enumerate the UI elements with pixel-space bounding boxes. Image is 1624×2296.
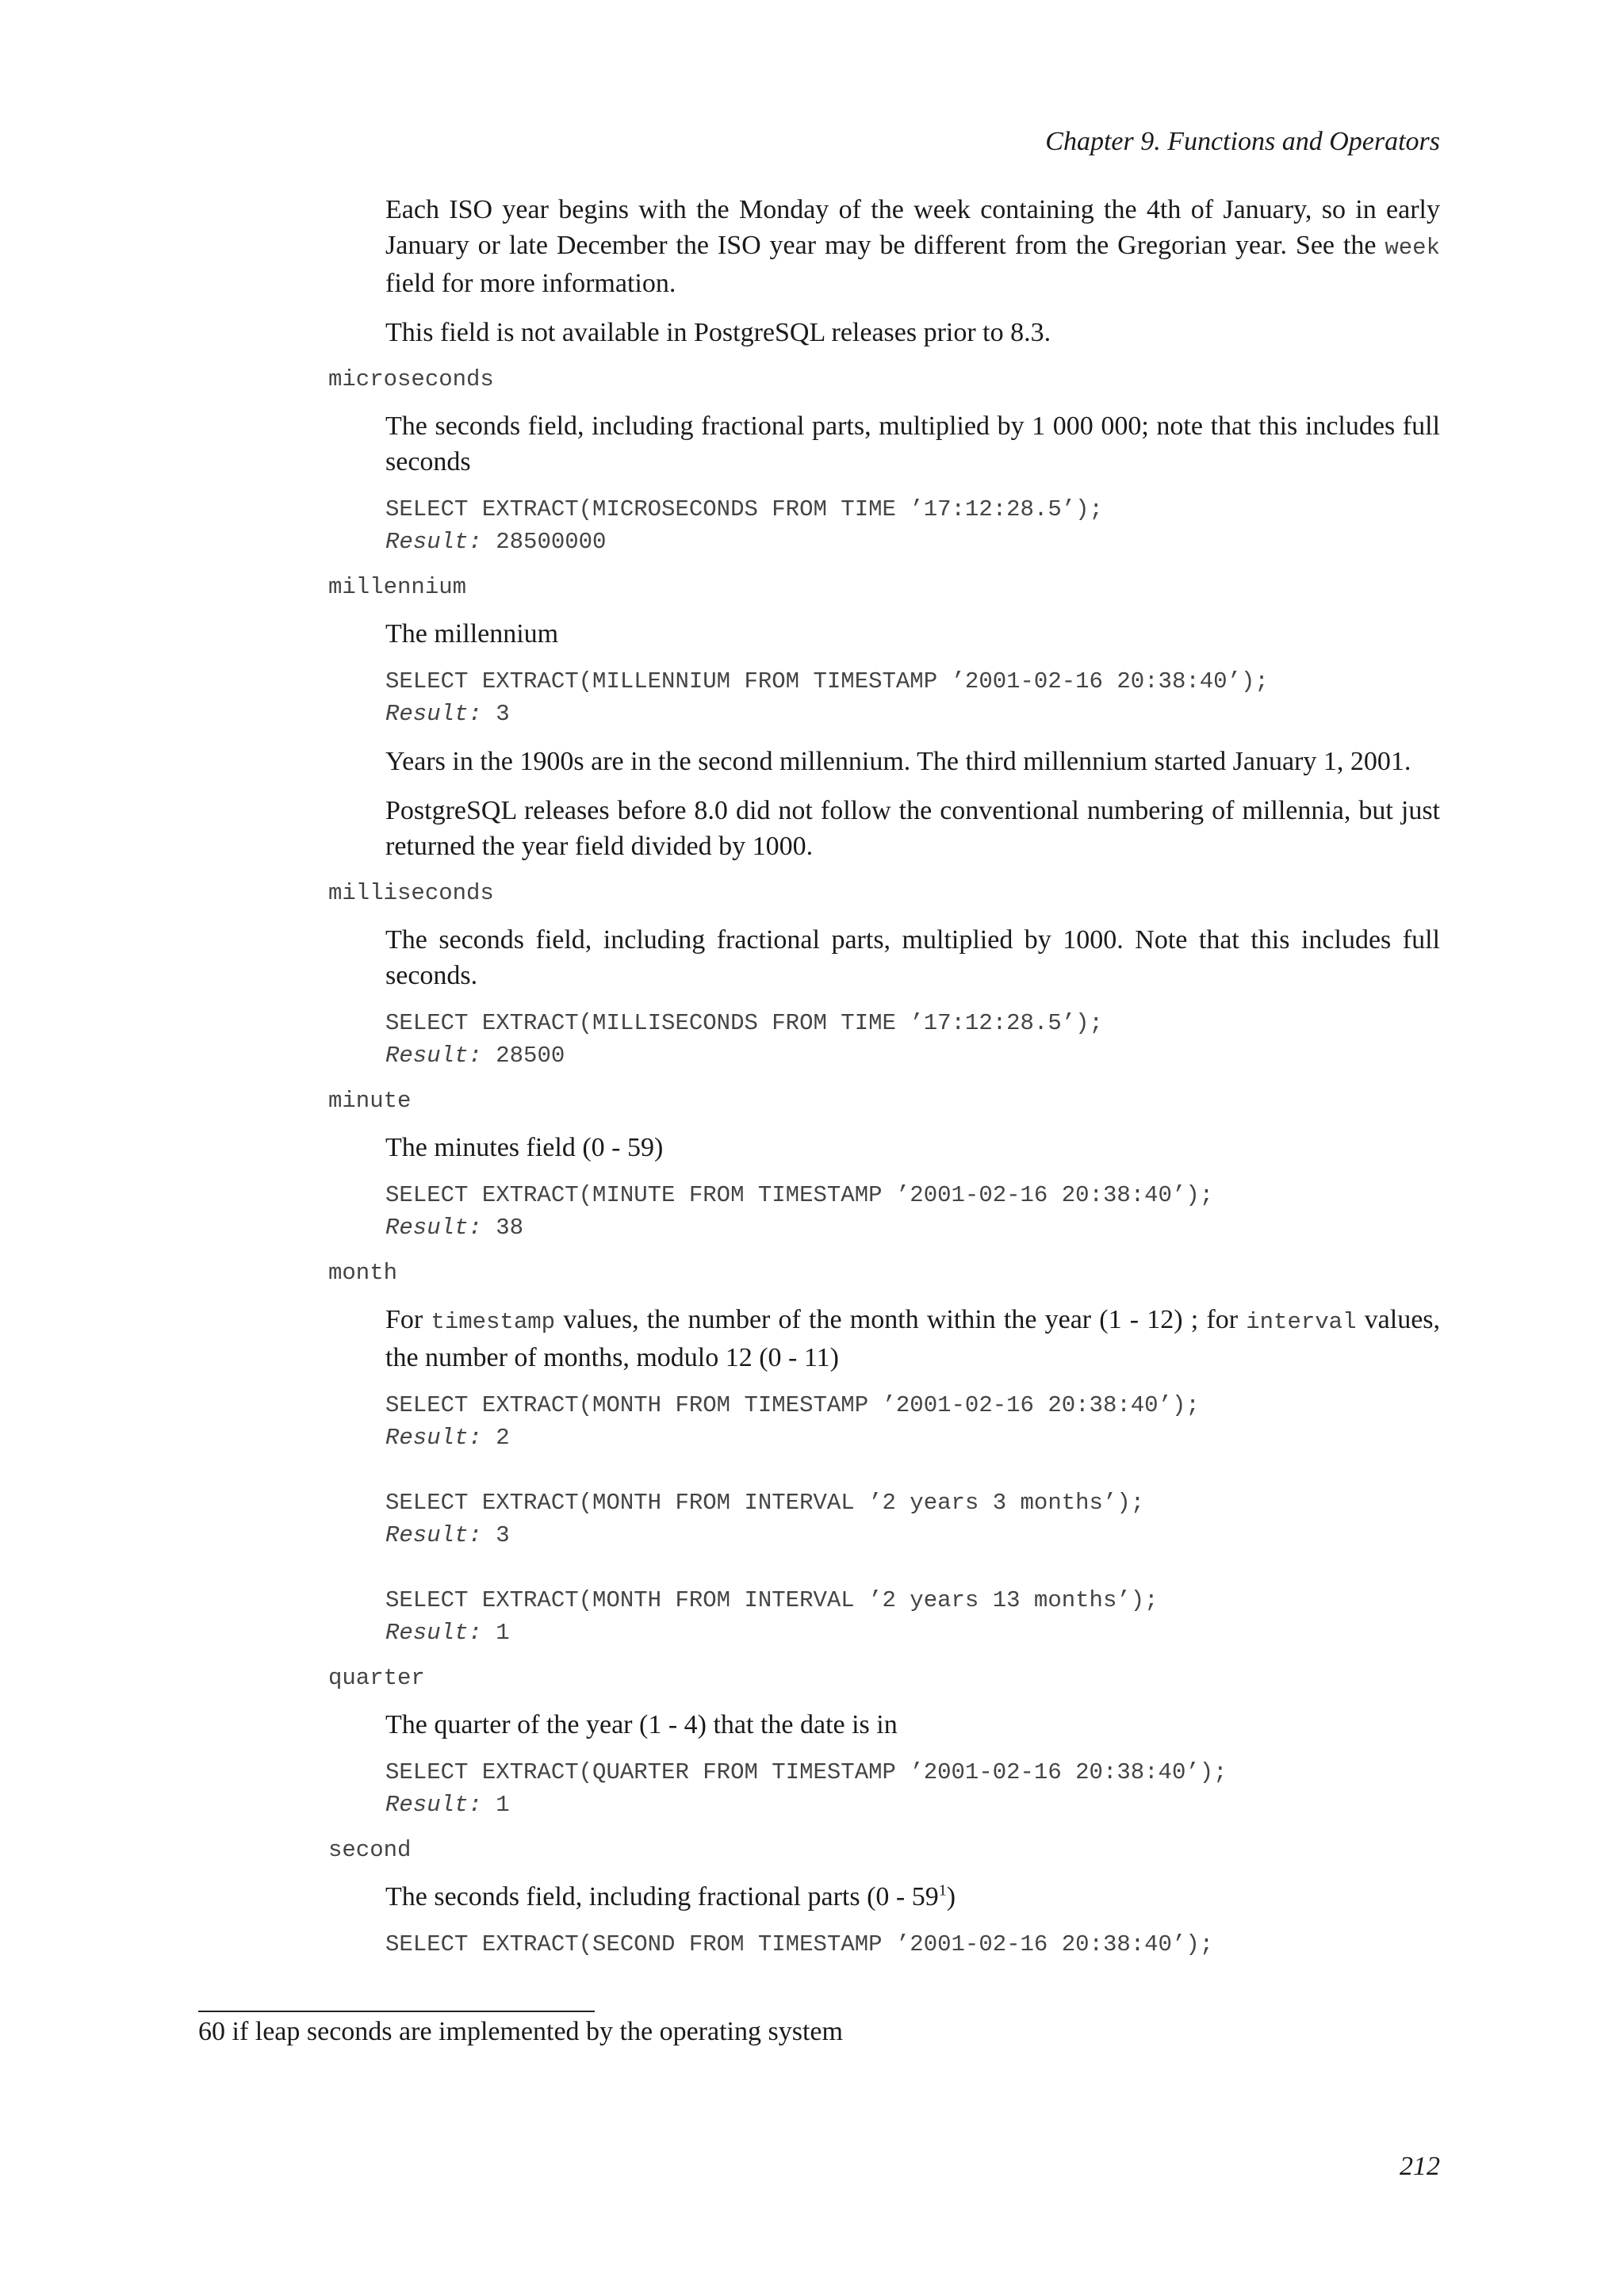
term-milliseconds: milliseconds <box>328 880 494 906</box>
text-span: The seconds field, including fractional parts (0 - 59 <box>385 1882 939 1911</box>
text-span: values, the number of the month within the year (1 - 12) ; for <box>555 1305 1247 1334</box>
second-example <box>385 1928 1440 1961</box>
term-second: second <box>328 1837 412 1863</box>
footnote-marker[interactable]: 1 <box>938 1881 947 1900</box>
result-value: 2 <box>481 1425 510 1451</box>
result-value: 28500000 <box>481 529 607 555</box>
microseconds-example <box>385 493 1440 558</box>
code-line: SELECT EXTRACT(MONTH FROM INTERVAL ’2 years 3 months’); <box>385 1490 1145 1516</box>
milliseconds-description: The seconds field, including fractional parts, multiplied by 1000. Note that this includes full seconds. <box>385 925 1440 990</box>
term-minute: minute <box>328 1088 412 1114</box>
inline-code: week <box>1385 235 1440 261</box>
term-month: month <box>328 1260 398 1286</box>
millennium-example <box>385 665 1440 730</box>
quarter-description: The quarter of the year (1 - 4) that the date is in <box>385 1710 898 1739</box>
result-label: Result: <box>385 1620 482 1646</box>
code-line: SELECT EXTRACT(QUARTER FROM TIMESTAMP ’2001-02-16 20:38:40’); <box>385 1759 1228 1785</box>
inline-code: interval <box>1246 1309 1357 1335</box>
result-label: Result: <box>385 1792 482 1818</box>
page-content <box>328 192 1440 1974</box>
result-label: Result: <box>385 529 482 555</box>
isoyear-note: This field is not available in PostgreSQL releases prior to 8.3. <box>385 318 1051 347</box>
result-value: 38 <box>481 1215 524 1241</box>
code-line: SELECT EXTRACT(MONTH FROM INTERVAL ’2 years 13 months’); <box>385 1587 1159 1613</box>
result-value: 1 <box>481 1620 510 1646</box>
code-line: SELECT EXTRACT(MICROSECONDS FROM TIME ’17:12:28.5’); <box>385 496 1103 522</box>
quarter-example <box>385 1756 1440 1821</box>
minute-example <box>385 1179 1440 1244</box>
text-span: Each ISO year begins with the Monday of the week containing the 4th of January, so in early January or late December the ISO year may be different from the Gregorian year. See the <box>385 195 1440 260</box>
result-value: 1 <box>481 1792 510 1818</box>
result-value: 3 <box>481 701 510 727</box>
footnote-divider <box>198 2011 595 2012</box>
text-span: field for more information. <box>385 269 676 298</box>
term-millennium: millennium <box>328 574 467 600</box>
isoyear-paragraph <box>385 192 1440 301</box>
page-number: 212 <box>1400 2152 1440 2181</box>
result-label: Result: <box>385 1425 482 1451</box>
code-line: SELECT EXTRACT(MILLISECONDS FROM TIME ’17:12:28.5’); <box>385 1010 1103 1036</box>
month-description <box>385 1302 1440 1376</box>
microseconds-description: The seconds field, including fractional parts, multiplied by 1 000 000; note that this includes full seconds <box>385 411 1440 476</box>
result-label: Result: <box>385 1522 482 1548</box>
code-line: SELECT EXTRACT(SECOND FROM TIMESTAMP ’2001-02-16 20:38:40’); <box>385 1931 1214 1957</box>
result-label: Result: <box>385 1215 482 1241</box>
inline-code: timestamp <box>431 1309 556 1335</box>
minute-description: The minutes field (0 - 59) <box>385 1133 664 1162</box>
code-line: SELECT EXTRACT(MONTH FROM TIMESTAMP ’2001-02-16 20:38:40’); <box>385 1392 1200 1418</box>
code-line: SELECT EXTRACT(MILLENNIUM FROM TIMESTAMP ’2001-02-16 20:38:40’); <box>385 668 1269 695</box>
second-description <box>385 1879 1440 1915</box>
millennium-note-1: Years in the 1900s are in the second millennium. The third millennium started January 1, 2001. <box>385 747 1411 776</box>
result-value: 28500 <box>481 1043 565 1069</box>
running-header: Chapter 9. Functions and Operators <box>1045 127 1440 156</box>
text-span: ) <box>946 1882 956 1911</box>
millennium-description: The millennium <box>385 619 559 649</box>
result-label: Result: <box>385 1043 482 1069</box>
result-value: 3 <box>481 1522 510 1548</box>
millennium-note-2: PostgreSQL releases before 8.0 did not follow the conventional numbering of millennia, but just returned the year field divided by 1000. <box>385 796 1440 861</box>
term-microseconds: microseconds <box>328 366 494 392</box>
milliseconds-example <box>385 1007 1440 1072</box>
term-quarter: quarter <box>328 1665 425 1691</box>
text-span: For <box>385 1305 431 1334</box>
text-span: values, the number of months, modulo 12 (0 - 11) <box>385 1305 1441 1372</box>
month-example <box>385 1389 1440 1649</box>
footnote: 60 if leap seconds are implemented by the operating system <box>198 2017 843 2046</box>
code-line: SELECT EXTRACT(MINUTE FROM TIMESTAMP ’2001-02-16 20:38:40’); <box>385 1182 1214 1208</box>
result-label: Result: <box>385 701 482 727</box>
